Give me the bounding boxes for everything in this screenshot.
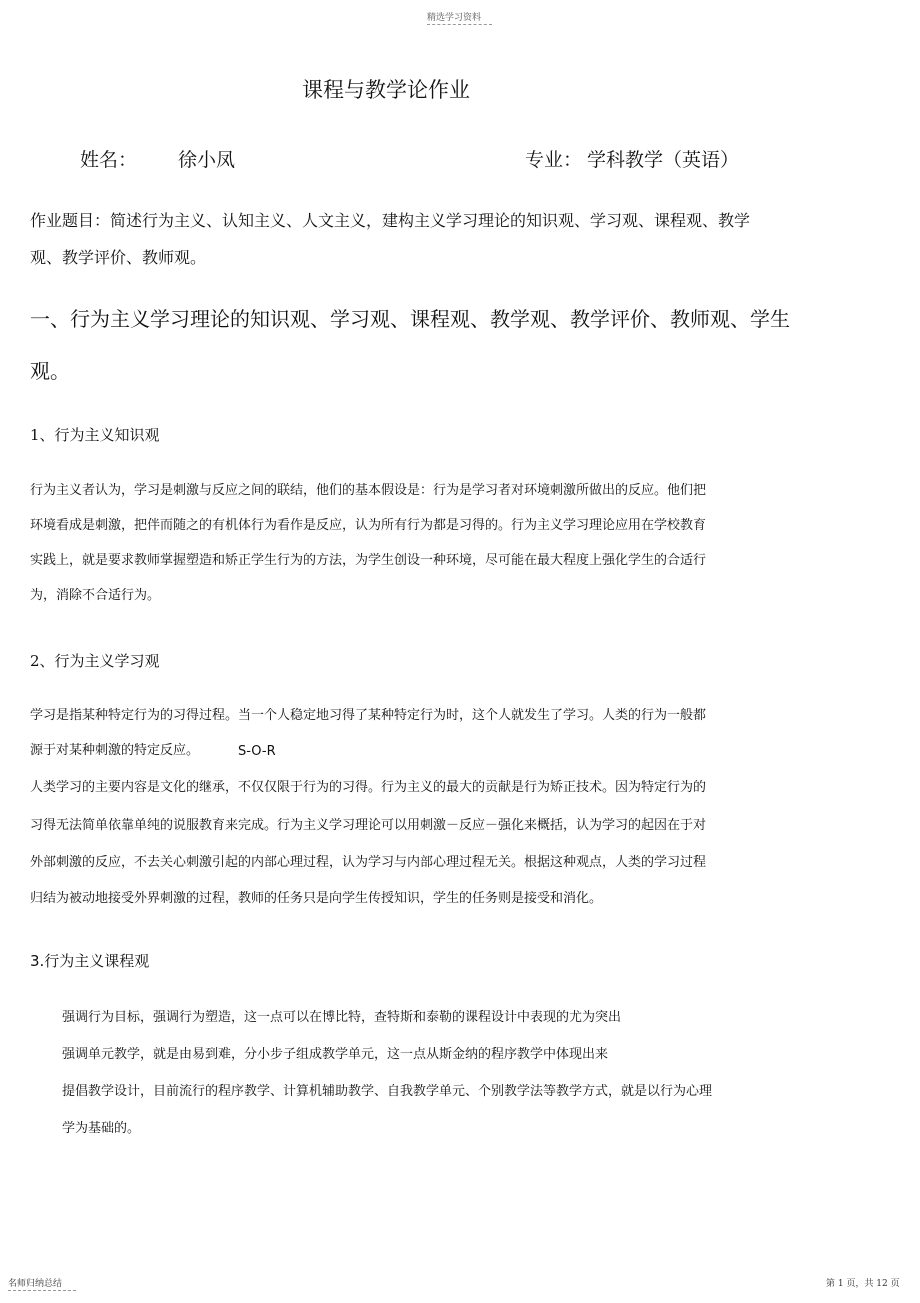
name-label: 姓名：	[80, 149, 138, 171]
paragraph-line: 为，消除不合适行为。	[30, 588, 161, 603]
page-number: 第 1 页，共 12 页	[826, 1279, 900, 1289]
footer-left-label: 名师归纳总结	[8, 1279, 63, 1289]
page-title: 课程与教学论作业	[302, 78, 470, 102]
paragraph-line: 人类学习的主要内容是文化的继承，不仅仅限于行为的习得。行为主义的最大的贡献是行为矫正技术。因为特定行为的	[30, 780, 707, 795]
paragraph-line: 提倡教学设计，目前流行的程序教学、计算机辅助教学、自我教学单元、个别教学法等教学方式，就是以行为心理	[62, 1084, 713, 1099]
major-value: 学科教学（英语）	[587, 149, 740, 171]
paragraph-line: 习得无法简单依靠单纯的说服教育来完成。行为主义学习理论可以用刺激－反应－强化来概括，认为学习的起因在于对	[30, 818, 707, 833]
section-heading-line-1: 一、行为主义学习理论的知识观、学习观、课程观、教学观、教学评价、教师观、学生	[30, 307, 790, 331]
paragraph-line: 强调单元教学，就是由易到难，分小步子组成教学单元，这一点从斯金纳的程序教学中体现出来	[62, 1047, 609, 1062]
header-label: 精选学习资料	[427, 13, 482, 23]
section-heading-line-2: 观。	[30, 359, 70, 383]
paragraph-line: 环境看成是刺激，把伴而随之的有机体行为看作是反应，认为所有行为都是习得的。行为主义学习理论应用在学校教育	[30, 518, 707, 533]
major-label: 专业：	[525, 149, 583, 171]
subheading-learning: 2、行为主义学习观	[30, 652, 160, 670]
footer-divider	[8, 1290, 76, 1291]
paragraph-line: 源于对某种刺激的特定反应。	[30, 743, 200, 758]
assignment-line-1: 作业题目：简述行为主义、认知主义、人文主义，建构主义学习理论的知识观、学习观、课程观、教学	[30, 211, 751, 230]
subheading-curriculum: 3.行为主义课程观	[30, 952, 150, 970]
paragraph-line: 实践上，就是要求教师掌握塑造和矫正学生行为的方法，为学生创设一种环境，尽可能在最大程度上强化学生的合适行	[30, 553, 707, 568]
paragraph-line: 外部刺激的反应，不去关心刺激引起的内部心理过程，认为学习与内部心理过程无关。根据这种观点，人类的学习过程	[30, 855, 707, 870]
sor-formula: S-O-R	[238, 744, 276, 759]
assignment-line-2: 观、教学评价、教师观。	[30, 248, 207, 267]
paragraph-line: 学为基础的。	[62, 1121, 141, 1136]
paragraph-line: 强调行为目标，强调行为塑造，这一点可以在博比特，查特斯和泰勒的课程设计中表现的尤为突出	[62, 1010, 622, 1025]
paragraph-line: 归结为被动地接受外界刺激的过程，教师的任务只是向学生传授知识，学生的任务则是接受和消化。	[30, 891, 603, 906]
paragraph-line: 学习是指某种特定行为的习得过程。当一个人稳定地习得了某种特定行为时，这个人就发生了学习。人类的行为一般都	[30, 708, 707, 723]
subheading-knowledge: 1、行为主义知识观	[30, 426, 160, 444]
paragraph-line: 行为主义者认为，学习是刺激与反应之间的联结，他们的基本假设是：行为是学习者对环境刺激所做出的反应。他们把	[30, 483, 707, 498]
name-value: 徐小凤	[178, 149, 236, 171]
header-divider	[427, 24, 492, 25]
